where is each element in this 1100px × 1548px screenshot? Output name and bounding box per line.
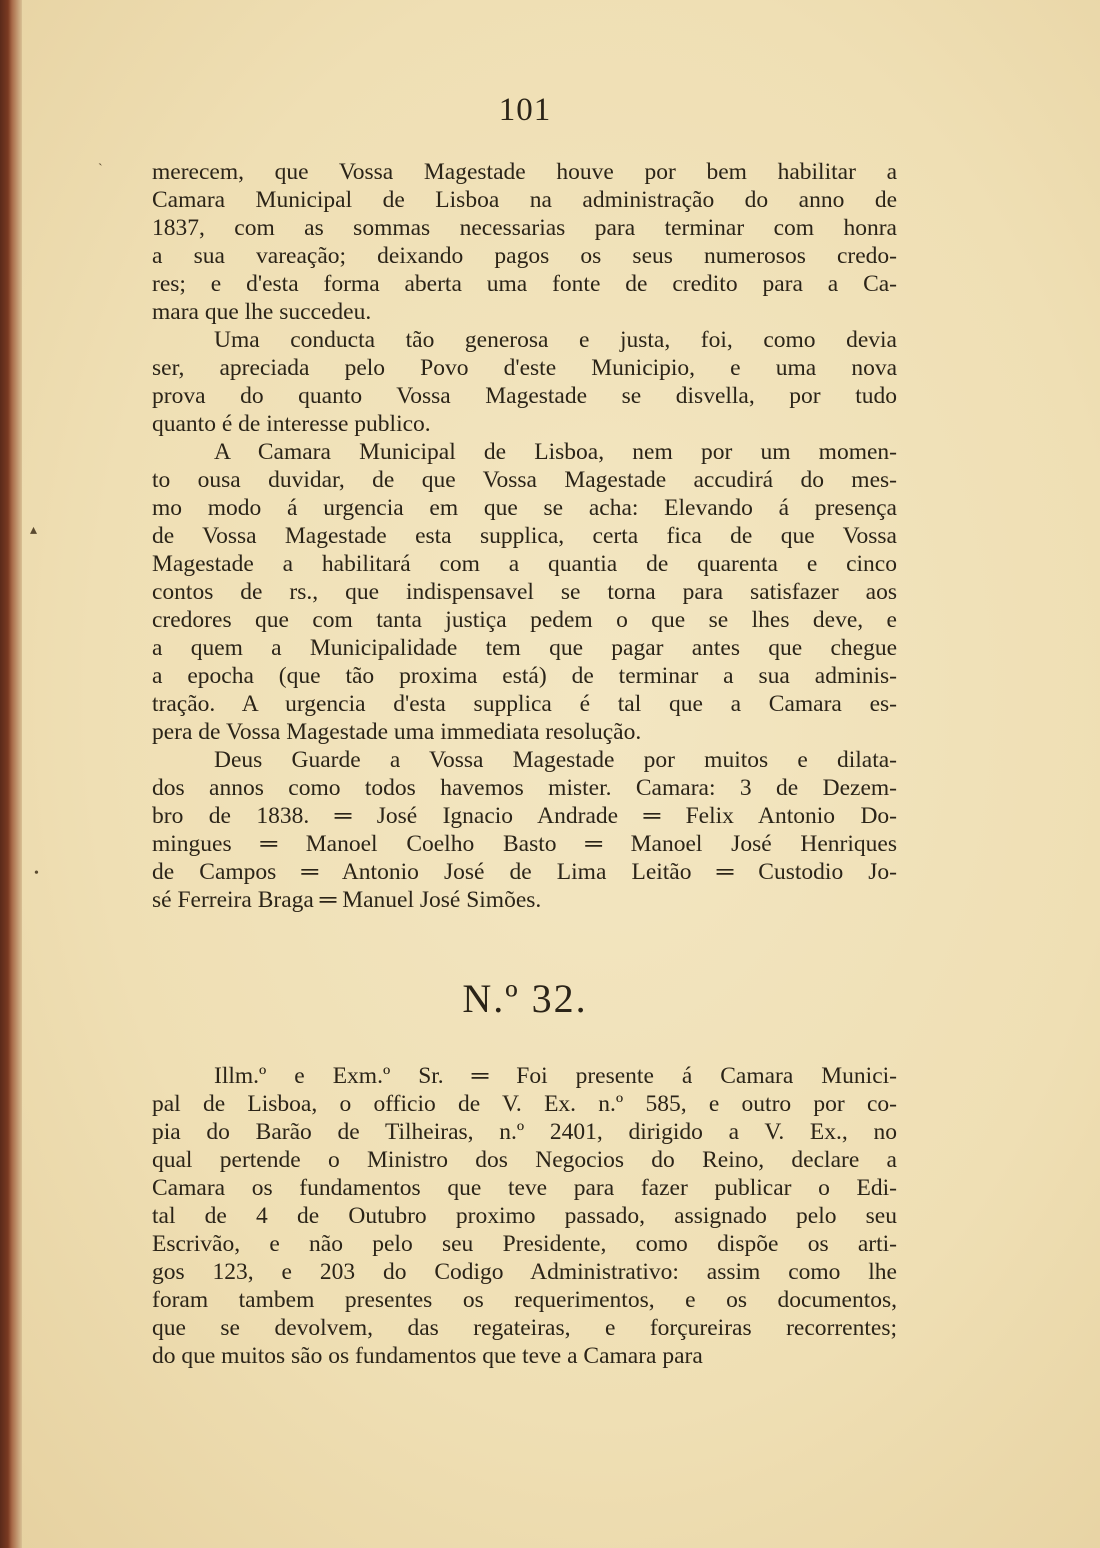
text-line: A Camara Municipal de Lisboa, nem por um momen- xyxy=(214,439,897,465)
paragraph xyxy=(152,438,897,746)
text-line: Illm.º e Exm.º Sr. ═ Foi presente á Camara Munici- xyxy=(214,1063,897,1089)
text-line: credores que com tanta justiça pedem o que se lhes deve, e xyxy=(152,607,897,633)
text-line: a quem a Municipalidade tem que pagar antes que chegue xyxy=(152,635,897,661)
text-line: foram tambem presentes os requerimentos, e os documentos, xyxy=(152,1287,897,1313)
body-text-bottom xyxy=(152,1062,897,1370)
text-line: prova do quanto Vossa Magestade se disvella, por tudo xyxy=(152,383,897,409)
text-line: to ousa duvidar, de que Vossa Magestade accudirá do mes- xyxy=(152,467,897,493)
text-line: que se devolvem, das regateiras, e forçureiras recorrentes; xyxy=(152,1315,897,1341)
text-line: sé Ferreira Braga ═ Manuel José Simões. xyxy=(152,887,542,913)
text-line: gos 123, e 203 do Codigo Administrativo: assim como lhe xyxy=(152,1259,897,1285)
text-line: ser, apreciada pelo Povo d'este Municipio, e uma nova xyxy=(152,355,897,381)
text-line: Escrivão, e não pelo seu Presidente, como dispõe os arti- xyxy=(152,1231,897,1257)
text-line: pal de Lisboa, o officio de V. Ex. n.º 585, e outro por co- xyxy=(152,1091,897,1117)
text-line: bro de 1838. ═ José Ignacio Andrade ═ Felix Antonio Do- xyxy=(152,803,897,829)
text-line: Uma conducta tão generosa e justa, foi, como devia xyxy=(214,327,897,353)
text-line: Camara Municipal de Lisboa na administração do anno de xyxy=(152,187,897,213)
paragraph xyxy=(152,326,897,438)
text-line: qual pertende o Ministro dos Negocios do Reino, declare a xyxy=(152,1147,897,1173)
text-line: tração. A urgencia d'esta supplica é tal que a Camara es- xyxy=(152,691,897,717)
text-line: Magestade a habilitará com a quantia de quarenta e cinco xyxy=(152,551,897,577)
text-line: mo modo á urgencia em que se acha: Elevando á presença xyxy=(152,495,897,521)
margin-mark: ▴ xyxy=(30,523,38,538)
text-line: Camara os fundamentos que teve para fazer publicar o Edi- xyxy=(152,1175,897,1201)
text-line: contos de rs., que indispensavel se torna para satisfazer aos xyxy=(152,579,897,605)
text-line: tal de 4 de Outubro proximo passado, assignado pelo seu xyxy=(152,1203,897,1229)
text-line: a epocha (que tão proxima está) de terminar a sua adminis- xyxy=(152,663,897,689)
text-line: de Vossa Magestade esta supplica, certa fica de que Vossa xyxy=(152,523,897,549)
page-number: 101 xyxy=(498,92,552,128)
section-heading: N.º 32. xyxy=(462,976,588,1021)
text-line: merecem, que Vossa Magestade houve por bem habilitar a xyxy=(152,159,897,185)
body-text-top xyxy=(152,158,897,914)
paragraph xyxy=(152,158,897,326)
text-line: mingues ═ Manoel Coelho Basto ═ Manoel José Henriques xyxy=(152,831,897,857)
text-line: pera de Vossa Magestade uma immediata resolução. xyxy=(152,719,642,745)
text-line: Deus Guarde a Vossa Magestade por muitos e dilata- xyxy=(214,747,897,773)
margin-mark: • xyxy=(34,866,39,881)
text-line: do que muitos são os fundamentos que teve a Camara para xyxy=(152,1343,703,1369)
text-line: a sua vareação; deixando pagos os seus numerosos credo- xyxy=(152,243,897,269)
text-line: 1837, com as sommas necessarias para terminar com honra xyxy=(152,215,897,241)
text-line: quanto é de interesse publico. xyxy=(152,411,431,437)
text-line: pia do Barão de Tilheiras, n.º 2401, dirigido a V. Ex., no xyxy=(152,1119,897,1145)
book-binding-edge xyxy=(0,0,22,1548)
paragraph xyxy=(152,1062,897,1370)
text-line: dos annos como todos havemos mister. Camara: 3 de Dezem- xyxy=(152,775,897,801)
text-line: de Campos ═ Antonio José de Lima Leitão ═ Custodio Jo- xyxy=(152,859,897,885)
text-line: res; e d'esta forma aberta uma fonte de credito para a Ca- xyxy=(152,271,897,297)
margin-mark: ` xyxy=(98,162,103,177)
text-line: mara que lhe succedeu. xyxy=(152,299,372,325)
paragraph xyxy=(152,746,897,914)
